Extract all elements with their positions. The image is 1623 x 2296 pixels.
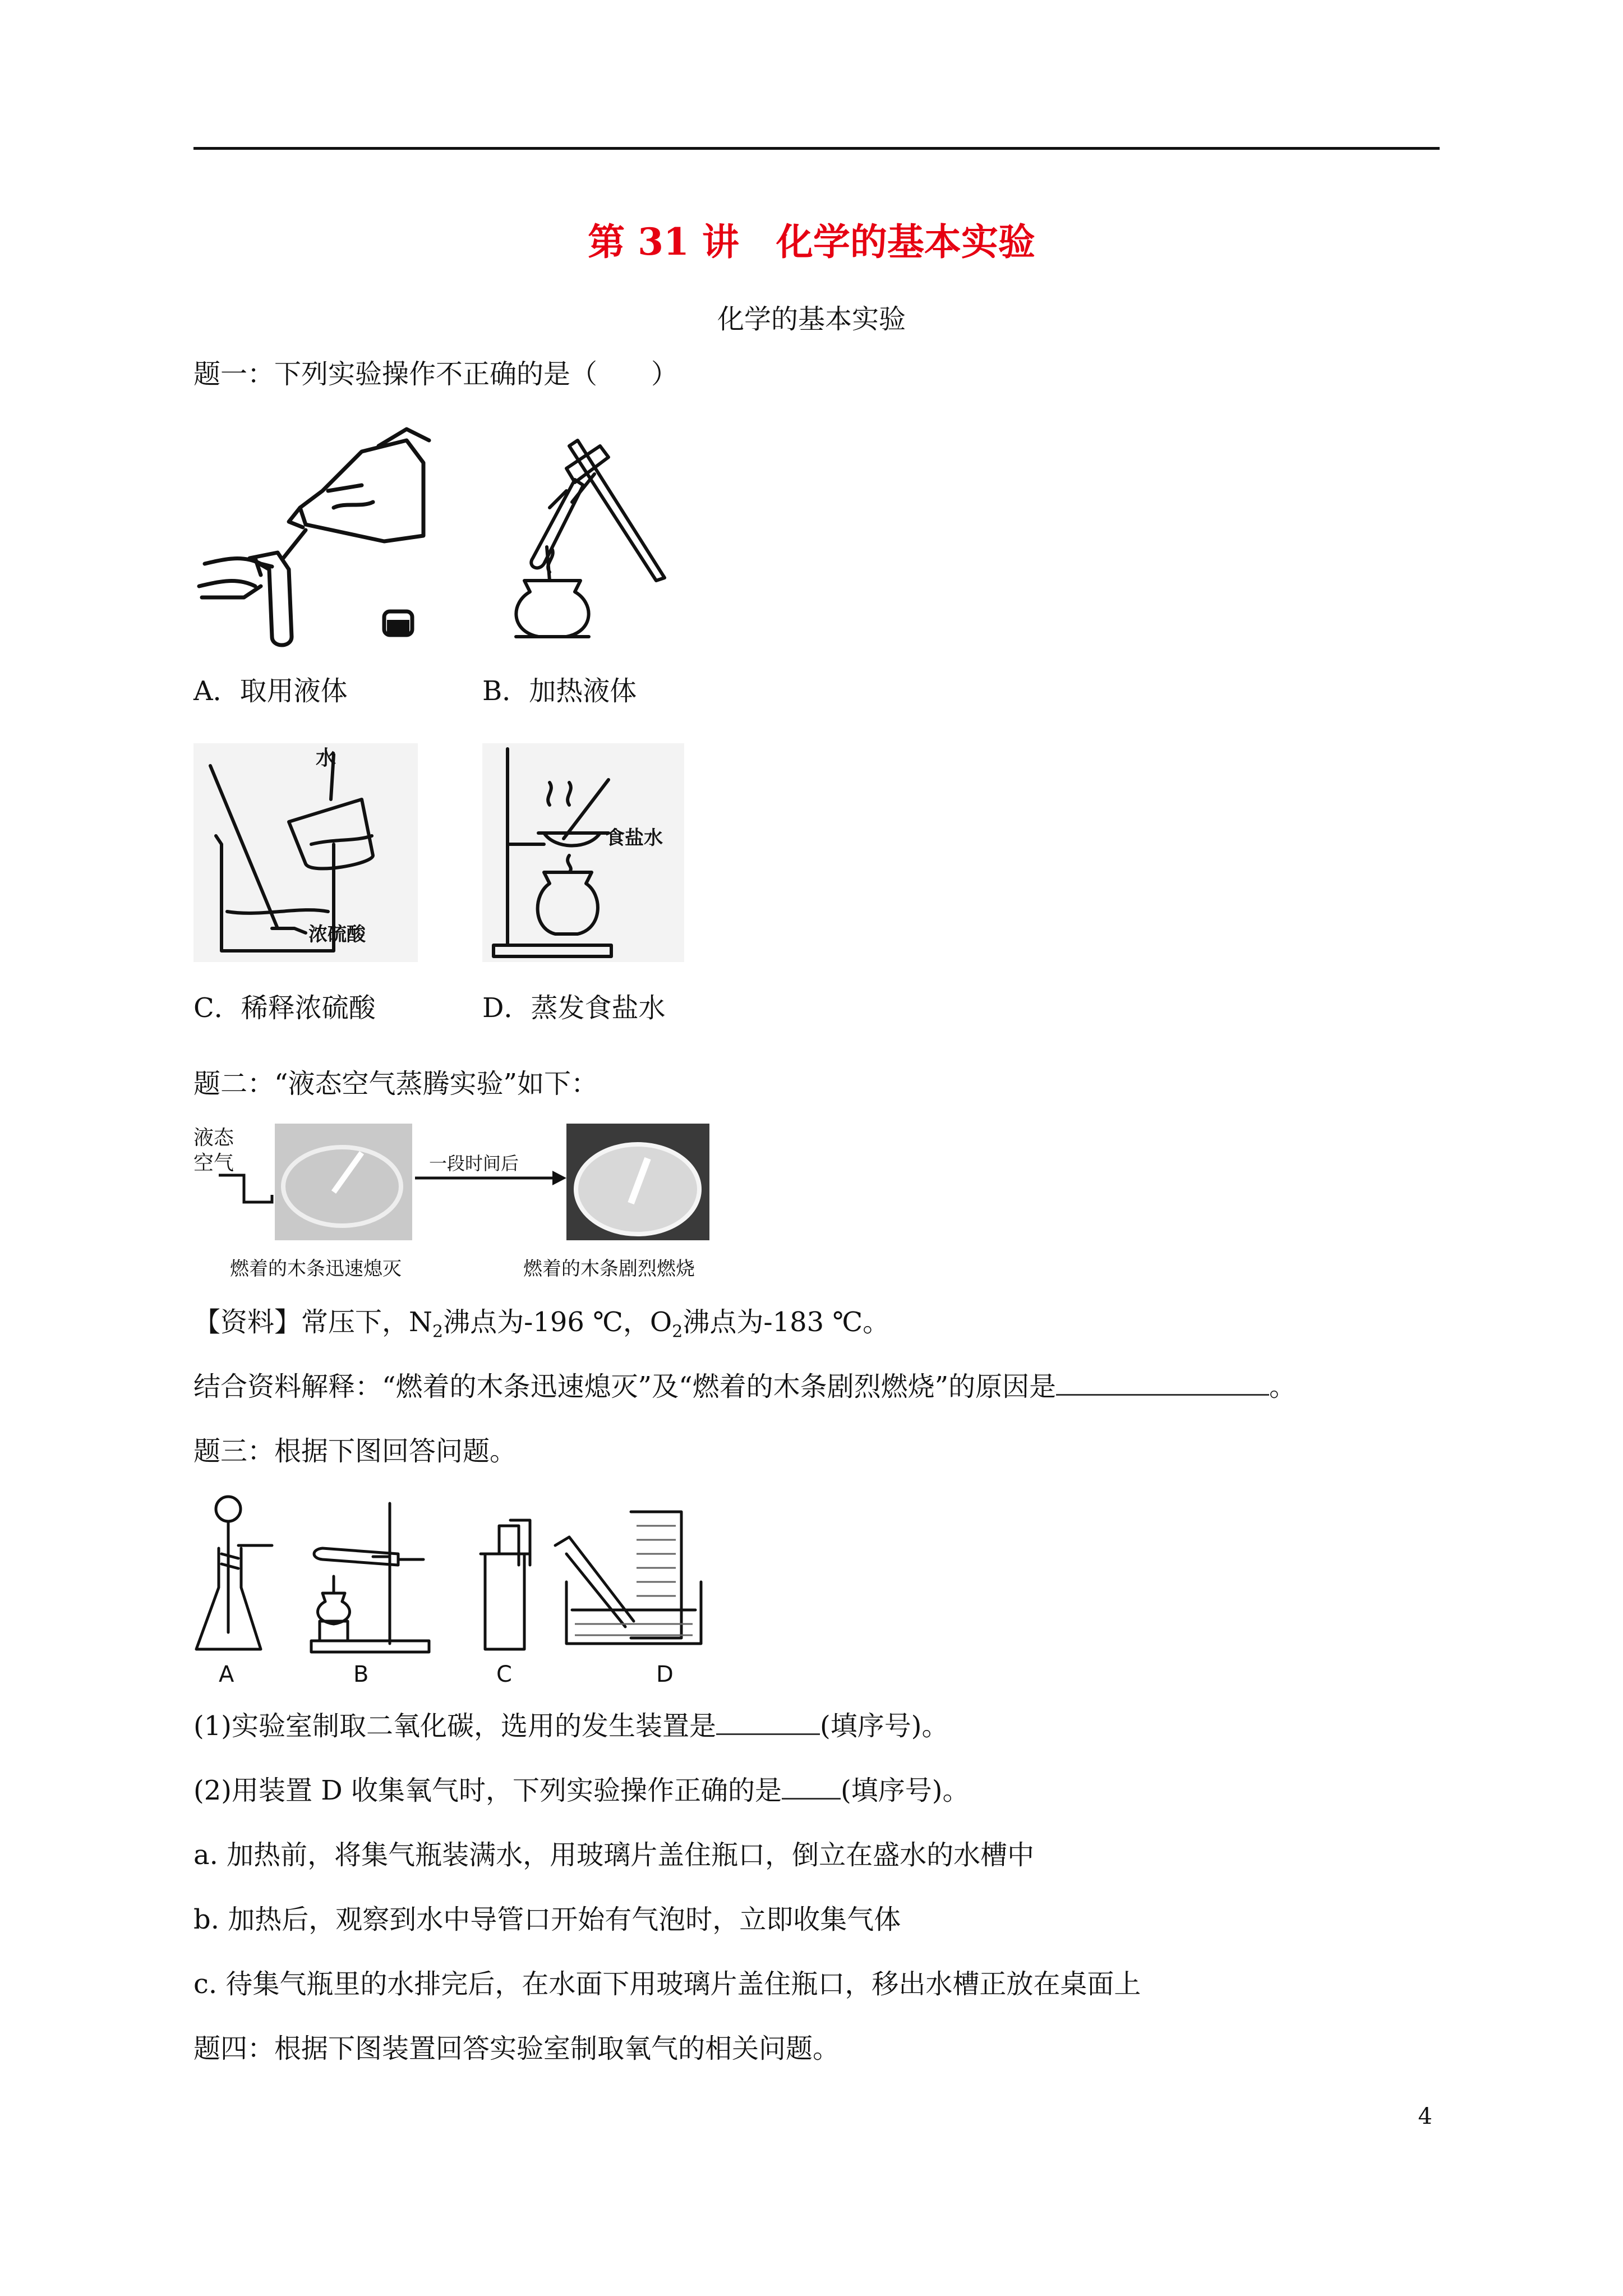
q3-part1-blank[interactable] (716, 1711, 820, 1735)
label-water: 水 (316, 747, 336, 770)
label-apparatus-b: B (353, 1662, 369, 1686)
figure-heat-liquid (482, 424, 684, 648)
q2-stem: 题二：“液态空气蒸腾实验”如下： (193, 1068, 598, 1099)
figure-apparatus (193, 1492, 709, 1686)
figure-dilute-acid (193, 743, 418, 962)
q3-part2-blank[interactable] (782, 1775, 841, 1800)
q1-option-a: A．取用液体 (193, 675, 348, 707)
figure-liquid-air (193, 1119, 709, 1287)
q2-info: 【资料】常压下，$N_2$沸点为-196 ℃，$O_2$沸点为-183 ℃。 (193, 1306, 890, 1342)
q1-option-c: C．稀释浓硫酸 (193, 992, 376, 1024)
figure-evaporate-salt (482, 743, 684, 962)
q3-option-b: b. 加热后，观察到水中导管口开始有气泡时，立即收集气体 (193, 1904, 901, 1935)
q3-stem: 题三：根据下图回答问题。 (193, 1435, 517, 1467)
caption-right: 燃着的木条剧烈燃烧 (523, 1258, 695, 1280)
label-apparatus-a: A (219, 1662, 234, 1686)
q2-explain: 结合资料解释：“燃着的木条迅速熄灭”及“燃着的木条剧烈燃烧”的原因是 。 (193, 1371, 1297, 1402)
q3-part1: (1)实验室制取二氧化碳，选用的发生装置是 (填序号)。 (193, 1710, 949, 1742)
label-liquid-air-line1: 液态 (193, 1126, 234, 1149)
q2-answer-blank[interactable] (1056, 1372, 1269, 1396)
label-apparatus-c: C (496, 1662, 512, 1686)
q1-option-b: B．加热液体 (482, 675, 637, 707)
label-liquid-air-line2: 空气 (193, 1152, 234, 1175)
label-conc-acid: 浓硫酸 (308, 923, 366, 946)
label-after-time: 一段时间后 (429, 1153, 519, 1174)
label-apparatus-d: D (656, 1662, 674, 1686)
caption-left: 燃着的木条迅速熄灭 (230, 1258, 402, 1280)
lesson-title: 第 31 讲 化学的基本实验 (588, 220, 1035, 264)
figure-pour-liquid (193, 424, 446, 648)
page-number: 4 (1418, 2104, 1432, 2129)
header-rule (193, 147, 1440, 150)
q3-option-a: a. 加热前，将集气瓶装满水，用玻璃片盖住瓶口，倒立在盛水的水槽中 (193, 1839, 1035, 1871)
q1-option-d: D．蒸发食盐水 (482, 992, 666, 1024)
q3-option-c: c. 待集气瓶里的水排完后，在水面下用玻璃片盖住瓶口，移出水槽正放在桌面上 (193, 1968, 1141, 2000)
lesson-subtitle: 化学的基本实验 (717, 303, 906, 335)
q3-part2: (2)用装置 D 收集氧气时，下列实验操作正确的是 (填序号)。 (193, 1775, 970, 1806)
q4-stem: 题四：根据下图装置回答实验室制取氧气的相关问题。 (193, 2033, 840, 2064)
label-salt-water: 食盐水 (606, 827, 663, 849)
q1-stem: 题一：下列实验操作不正确的是（ ） (193, 358, 679, 390)
